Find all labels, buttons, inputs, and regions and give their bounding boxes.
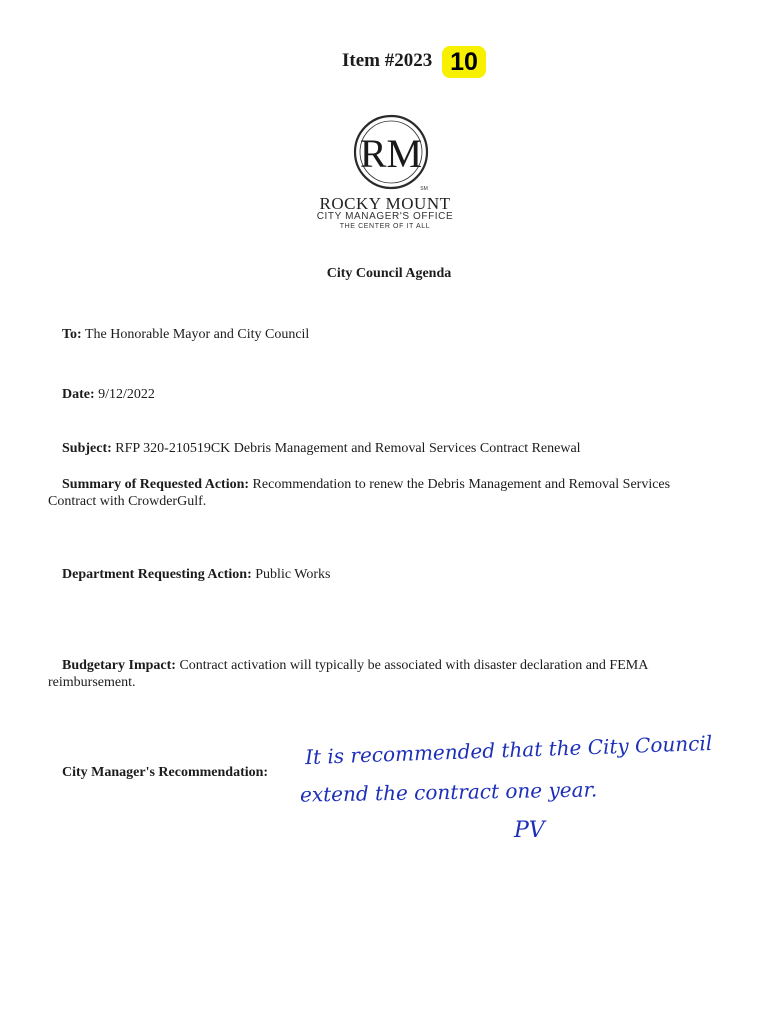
item-number-badge: 10 [442, 46, 486, 78]
handwritten-initials: PV [514, 818, 545, 843]
service-mark: SM [420, 186, 428, 192]
logo-monogram: RM [359, 131, 423, 176]
summary-line-2: Contract with CrowderGulf. [48, 494, 207, 509]
subject-label: Subject: [62, 441, 112, 456]
handwritten-note-line-2: extend the contract one year. [299, 777, 598, 807]
org-office: CITY MANAGER'S OFFICE [316, 211, 454, 222]
subject-line [62, 441, 581, 457]
to-value: The Honorable Mayor and City Council [84, 327, 310, 342]
date-label: Date: [62, 387, 95, 402]
rocky-mount-logo [350, 112, 432, 194]
subject-value: RFP 320-210519CK Debris Management and Removal Services Contract Renewal [115, 441, 581, 456]
department-value: Public Works [255, 567, 331, 582]
item-title: Item #2023 [342, 50, 433, 71]
date-value: 9/12/2022 [98, 387, 155, 402]
summary-line-1: Recommendation to renew the Debris Management and Removal Services [252, 477, 671, 492]
org-name: ROCKY MOUNT [319, 194, 451, 213]
agenda-title: City Council Agenda [326, 266, 452, 281]
to-label: To: [62, 327, 82, 342]
summary-block [48, 477, 734, 510]
date-line [62, 387, 155, 403]
handwritten-note-line-1: It is recommended that the City Council [304, 730, 713, 770]
budget-label: Budgetary Impact: [62, 658, 176, 673]
department-label: Department Requesting Action: [62, 567, 252, 582]
budget-line-2: reimbursement. [48, 675, 136, 690]
budget-block [48, 658, 734, 691]
org-tagline: THE CENTER OF IT ALL [339, 223, 431, 230]
summary-label: Summary of Requested Action: [62, 477, 250, 492]
to-line [62, 327, 309, 343]
department-line [62, 567, 331, 583]
recommendation-label: City Manager's Recommendation: [62, 765, 269, 780]
budget-line-1: Contract activation will typically be associated with disaster declaration and FEMA [179, 658, 649, 673]
